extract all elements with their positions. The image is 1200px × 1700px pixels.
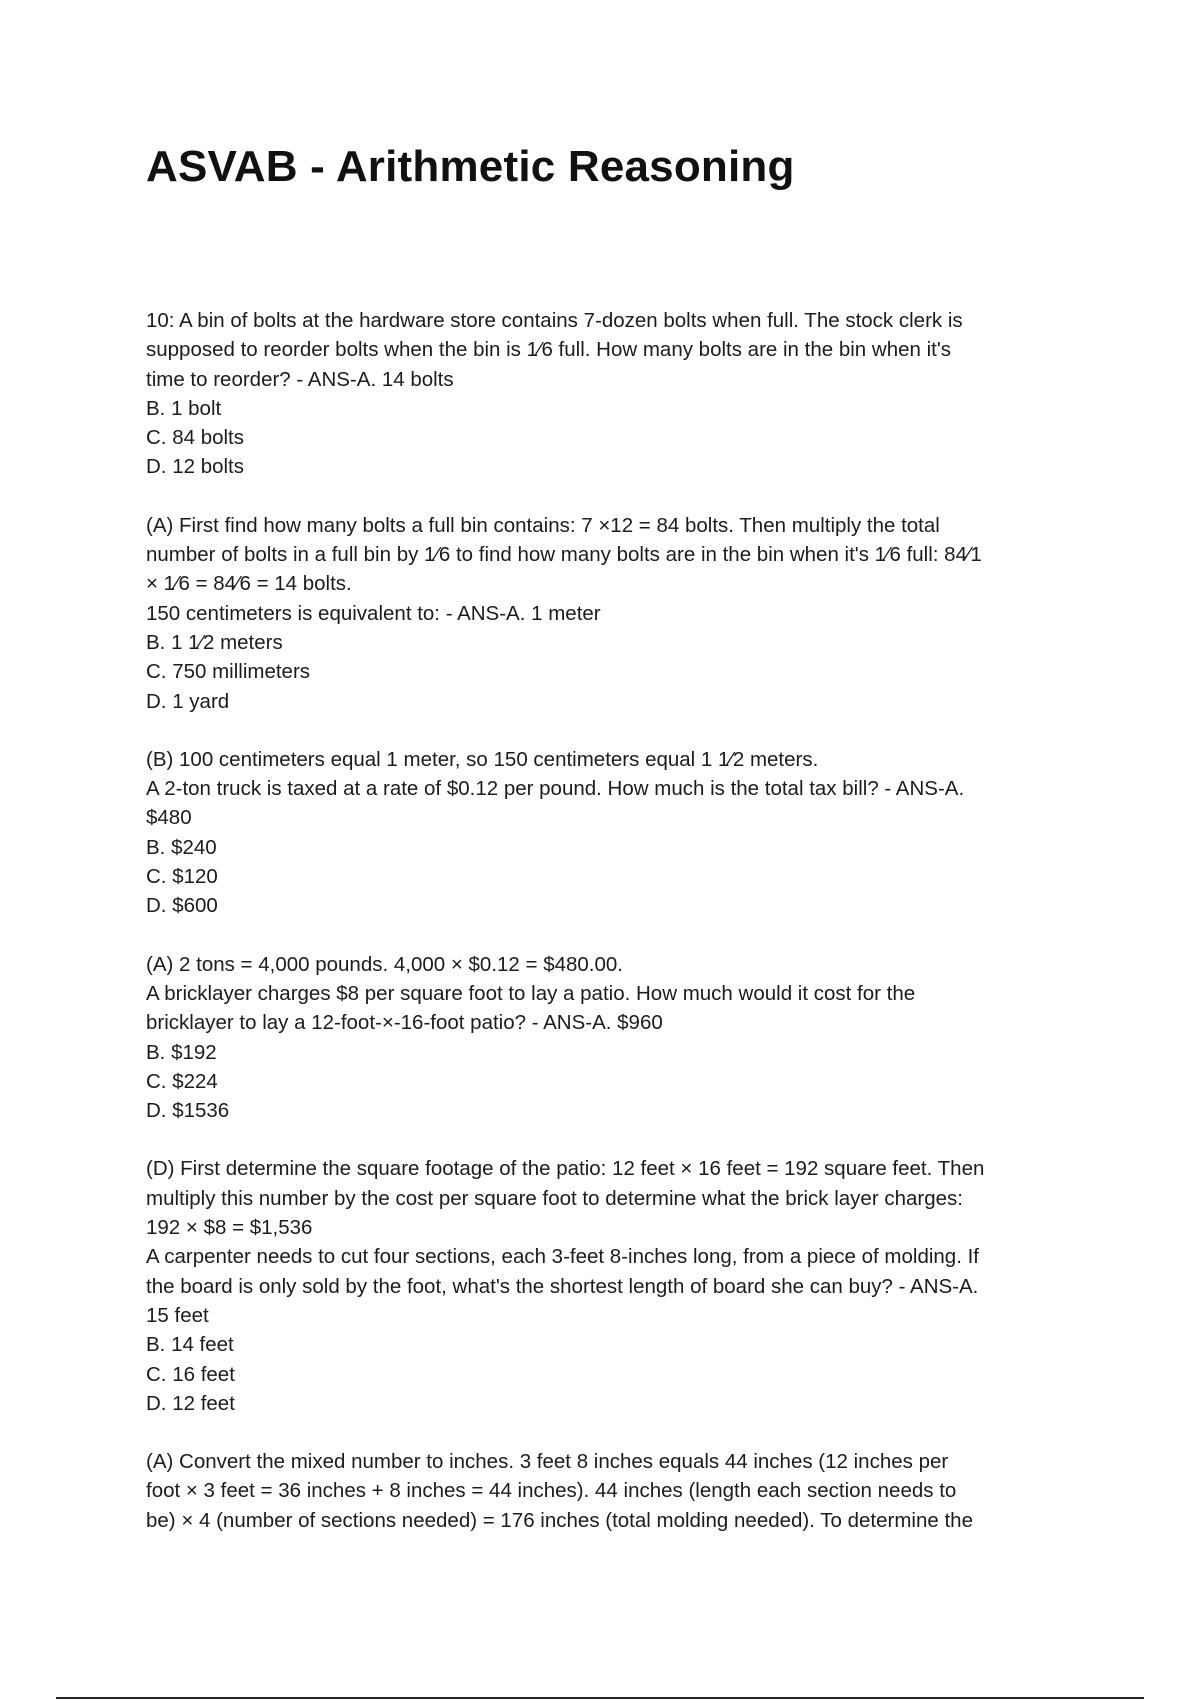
explanation-question-block xyxy=(146,745,1066,921)
explanation-question-block xyxy=(146,511,1066,716)
explanation-line: (A) 2 tons = 4,000 pounds. 4,000 × $0.12 = $480.00. xyxy=(146,952,623,976)
answer-option: D. $1536 xyxy=(146,1099,230,1123)
text-line: the board is only sold by the foot, what's the shortest length of board she can buy? - ANS-A. xyxy=(146,1274,979,1298)
explanation-block xyxy=(146,1447,1066,1535)
answer-option: D. $600 xyxy=(146,894,218,918)
explanation-line: be) × 4 (number of sections needed) = 176 inches (total molding needed). To determine the xyxy=(146,1508,973,1532)
text-line: 15 feet xyxy=(146,1303,209,1327)
explanation-line: 192 × $8 = $1,536 xyxy=(146,1216,313,1240)
explanation-line: (A) First find how many bolts a full bin contains: 7 ×12 = 84 bolts. Then multiply the total xyxy=(146,513,940,537)
text-line: A carpenter needs to cut four sections, each 3-feet 8-inches long, from a piece of molding. If xyxy=(146,1245,979,1269)
answer-option: C. $120 xyxy=(146,865,218,889)
explanation-question-block xyxy=(146,1154,1066,1418)
answer-option: C. 16 feet xyxy=(146,1362,235,1386)
answer-option: D. 12 bolts xyxy=(146,455,244,479)
document-body xyxy=(146,306,1066,1535)
explanation-line: (D) First determine the square footage of the patio: 12 feet × 16 feet = 192 square feet. Then xyxy=(146,1157,985,1181)
explanation-line: (A) Convert the mixed number to inches. 3 feet 8 inches equals 44 inches (12 inches per xyxy=(146,1450,949,1474)
text-line: bricklayer to lay a 12-foot-×-16-foot patio? - ANS-A. $960 xyxy=(146,1011,663,1035)
answer-option: B. 1 bolt xyxy=(146,396,222,420)
answer-option: C. 84 bolts xyxy=(146,426,244,450)
answer-option: B. $192 xyxy=(146,1040,217,1064)
explanation-line: (B) 100 centimeters equal 1 meter, so 150 centimeters equal 1 1⁄2 meters. xyxy=(146,747,819,771)
question-block xyxy=(146,306,1066,482)
answer-option: B. 1 1⁄2 meters xyxy=(146,630,283,654)
answer-option: B. 14 feet xyxy=(146,1333,234,1357)
explanation-question-block xyxy=(146,950,1066,1126)
answer-option: C. 750 millimeters xyxy=(146,660,311,684)
text-line: A bricklayer charges $8 per square foot to lay a patio. How much would it cost for the xyxy=(146,981,916,1005)
answer-option: B. $240 xyxy=(146,835,217,859)
text-line: 150 centimeters is equivalent to: - ANS-A. 1 meter xyxy=(146,601,601,625)
answer-option: D. 12 feet xyxy=(146,1391,235,1415)
text-line: time to reorder? - ANS-A. 14 bolts xyxy=(146,367,454,391)
page-title: ASVAB - Arithmetic Reasoning xyxy=(146,142,795,191)
text-line: $480 xyxy=(146,806,192,830)
text-line: 10: A bin of bolts at the hardware store contains 7-dozen bolts when full. The stock clerk is xyxy=(146,309,963,332)
answer-option: C. $224 xyxy=(146,1069,218,1093)
explanation-line: × 1⁄6 = 84⁄6 = 14 bolts. xyxy=(146,572,352,596)
explanation-line: foot × 3 feet = 36 inches + 8 inches = 44 inches). 44 inches (length each section needs to xyxy=(146,1479,957,1503)
text-line: A 2-ton truck is taxed at a rate of $0.12 per pound. How much is the total tax bill? - ANS-A. xyxy=(146,777,965,801)
text-line: supposed to reorder bolts when the bin is 1⁄6 full. How many bolts are in the bin when it's xyxy=(146,338,952,362)
page-bottom-rule xyxy=(56,1697,1144,1699)
explanation-line: number of bolts in a full bin by 1⁄6 to find how many bolts are in the bin when it's 1⁄6 full: 84⁄1 xyxy=(146,543,982,567)
answer-option: D. 1 yard xyxy=(146,689,230,713)
explanation-line: multiply this number by the cost per square foot to determine what the brick layer charges: xyxy=(146,1186,963,1210)
